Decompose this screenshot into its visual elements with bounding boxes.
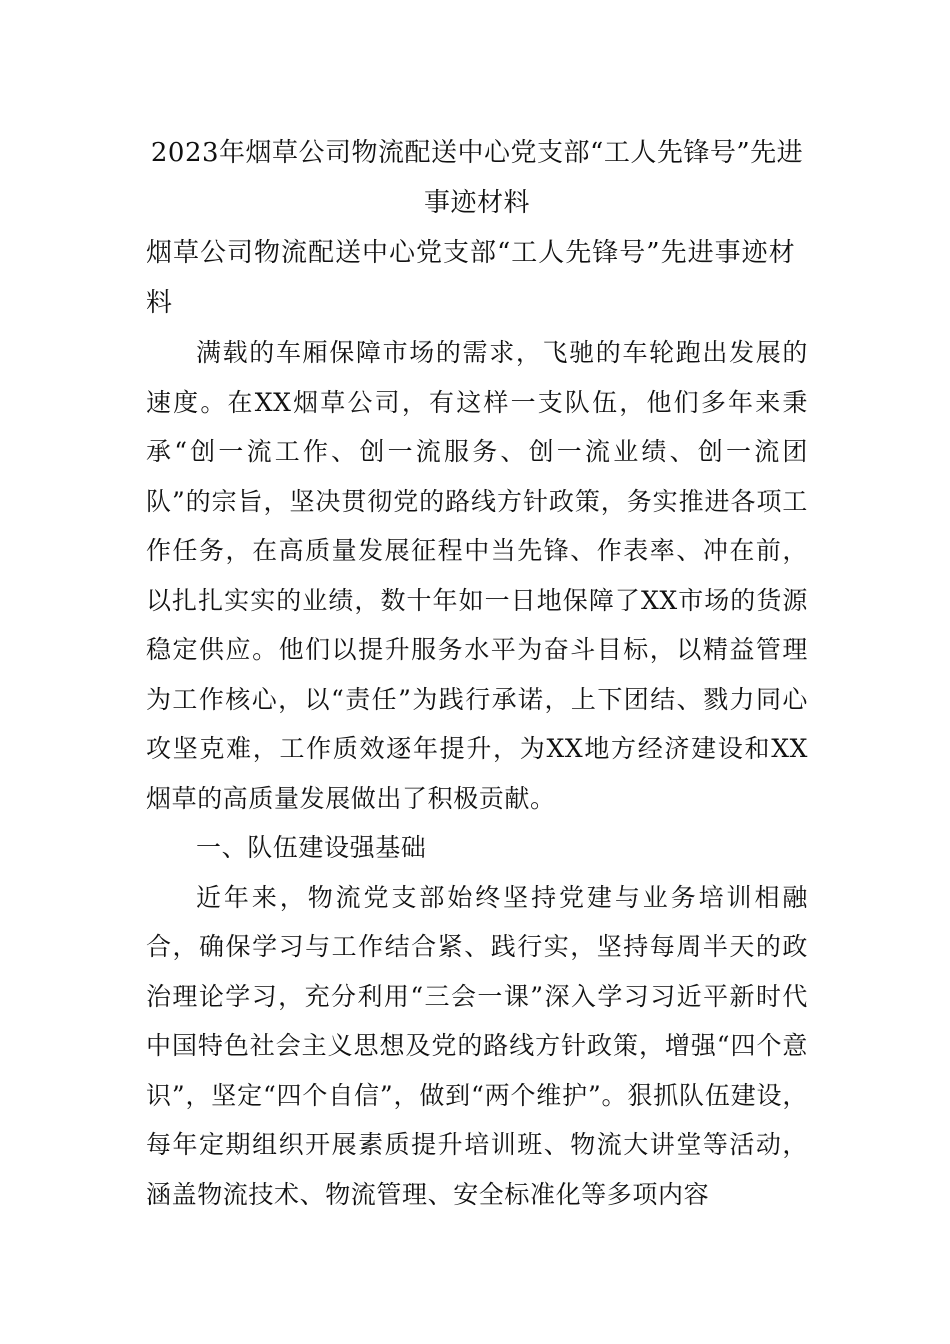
intro-paragraph: 满载的车厢保障市场的需求，飞驰的车轮跑出发展的速度。在XX烟草公司，有这样一支队伍，他们多年来秉承“创一流工作、创一流服务、创一流业绩、创一流团队”的宗旨，坚决贯彻党的路线方针政策，务实推进各项工作任务，在高质量发展征程中当先锋、作表率、冲在前，以扎扎实实的业绩，数十年如一日地保障了XX市场的货源稳定供应。他们以提升服务水平为奋斗目标，以精益管理为工作核心，以“责任”为践行承诺，上下团结、戮力同心攻坚克难，工作质效逐年提升，为XX地方经济建设和XX烟草的高质量发展做出了积极贡献。 (146, 338, 808, 813)
document-subtitle: 烟草公司物流配送中心党支部“工人先锋号”先进事迹材料 (146, 238, 796, 318)
section-paragraph: 近年来，物流党支部始终坚持党建与业务培训相融合，确保学习与工作结合紧、践行实，坚持每周半天的政治理论学习，充分利用“三会一课”深入学习习近平新时代中国特色社会主义思想及党的路线方针政策，增强“四个意识”，坚定“四个自信”，做到“两个维护”。狠抓队伍建设，每年定期组织开展素质提升培训班、物流大讲堂等活动，涵盖物流技术、物流管理、安全标准化等多项内容 (146, 882, 808, 1209)
document-page (146, 128, 808, 1219)
document-title: 2023年烟草公司物流配送中心党支部“工人先锋号”先进事迹材料 (150, 138, 804, 218)
section-heading: 一、队伍建设强基础 (196, 833, 427, 862)
